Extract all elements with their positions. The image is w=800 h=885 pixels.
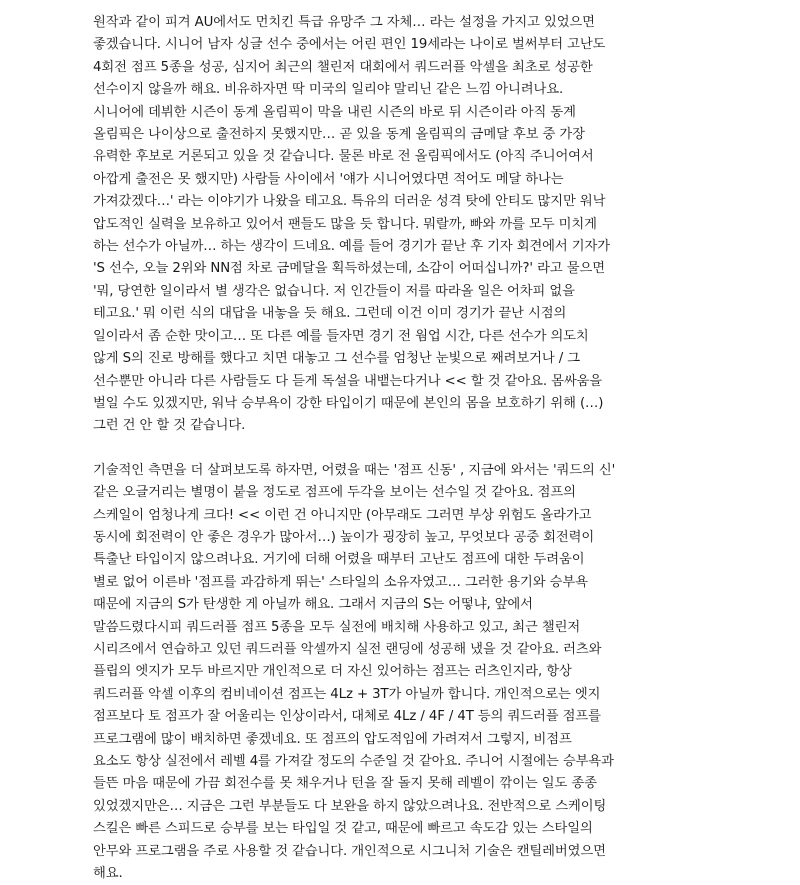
- text-line: 프로그램에 많이 배치하면 좋겠네요. 또 점프의 압도적임에 가려져서 그렇지, 비점프: [93, 731, 572, 747]
- text-line: 시리즈에서 연습하고 있던 쿼드러플 악셀까지 실전 랜딩에 성공해 냈을 것 같아요. 러츠와: [93, 641, 602, 657]
- text-line: 4회전 점프 5종을 성공, 심지어 최근의 챌린저 대회에서 쿼드러플 악셀을 최초로 성공한: [93, 59, 593, 75]
- text-line: 있었겠지만은… 지금은 그런 부분들도 다 보완을 하지 않았으려나요. 전반적으로 스케이팅: [93, 798, 607, 814]
- text-line: 원작과 같이 피겨 AU에서도 먼치킨 특급 유망주 그 자체… 라는 설정을 가지고 있었으면: [93, 15, 595, 30]
- text-line: 별로 없어 이른바 '점프를 과감하게 뛰는' 스타일의 소유자였고… 그러한 용기와 승부욕: [93, 574, 588, 590]
- paragraph-technical: [93, 460, 723, 885]
- text-line: 그런 건 안 할 것 같습니다.: [93, 418, 246, 434]
- text-line: 유력한 후보로 거론되고 있을 것 같습니다. 물론 바로 전 올림픽에서도 (아직 주니어여서: [93, 149, 594, 165]
- text-line: 안무와 프로그램을 주로 사용할 것 같습니다. 개인적으로 시그니처 기술은 캔틸레버였으면: [93, 843, 606, 859]
- text-line: 선수뿐만 아니라 다른 사람들도 다 듣게 독설을 내뱉는다거나 << 할 것 같아요. 몸싸움을: [93, 373, 603, 389]
- text-line: 특출난 타입이지 않으려나요. 거기에 더해 어렸을 때부터 고난도 점프에 대한 두려움이: [93, 552, 585, 568]
- text-line: 아깝게 출전은 못 했지만) 사람들 사이에서 '얘가 시니어였다면 적어도 메달 하나는: [93, 171, 564, 187]
- text-line: 스킬은 빠른 스피드로 승부를 보는 타입일 것 같고, 때문에 빠르고 속도감 있는 스타일의: [93, 821, 593, 837]
- text-line: 하는 선수가 아닐까… 하는 생각이 드네요. 예를 들어 경기가 끝난 후 기자 회견에서 기자가: [93, 239, 611, 255]
- text-line: 기술적인 측면을 더 살펴보도록 하자면, 어렸을 때는 '점프 신동' , 지금에 와서는 '쿼드의 신': [93, 462, 616, 478]
- text-line: '뭐, 당연한 일이라서 별 생각은 없습니다. 저 인간들이 저를 따라올 일은 어차피 없을: [93, 283, 575, 299]
- text-line: 플립의 엣지가 모두 바르지만 개인적으로 더 자신 있어하는 점프는 러츠인지라, 항상: [93, 664, 572, 680]
- text-line: 요소도 항상 실전에서 레벨 4를 가져갈 정도의 수준일 것 같아요. 주니어 시절에는 승부욕과: [93, 754, 614, 769]
- text-line: 시니어에 데뷔한 시즌이 동계 올림픽이 막을 내린 시즌의 바로 뒤 시즌이라 아직 동계: [93, 104, 576, 120]
- text-line: 선수이지 않을까 해요. 비유하자면 딱 미국의 일리야 말리닌 같은 느낌 아니려나요.: [93, 82, 564, 98]
- text-line: 가져갔겠다…' 라는 이야기가 나왔을 테고요. 특유의 더러운 성격 탓에 안티도 많지만 워낙: [93, 194, 606, 210]
- text-line: 들뜬 마음 때문에 가끔 회전수를 못 채우거나 턴을 잘 돌지 못해 레벨이 깎이는 일도 종종: [93, 776, 597, 792]
- paragraph-gap: [93, 438, 723, 460]
- text-line: 같은 오글거리는 별명이 붙을 정도로 점프에 두각을 보이는 선수일 것 같아요. 점프의: [93, 485, 576, 501]
- text-line: 일이라서 좀 순한 맛이고… 또 다른 예를 들자면 경기 전 웜업 시간, 다른 선수가 의도치: [93, 328, 589, 344]
- text-line: 올림픽은 나이상으로 출전하지 못했지만… 곧 있을 동계 올림픽의 금메달 후보 중 가장: [93, 127, 585, 143]
- text-line: 않게 S의 진로 방해를 했다고 치면 대놓고 그 선수를 엄청난 눈빛으로 째려보거나 / 그: [93, 351, 580, 367]
- text-line: 해요.: [93, 866, 123, 882]
- text-line: 말씀드렸다시피 쿼드러플 점프 5종을 모두 실전에 배치해 사용하고 있고, 최근 챌린저: [93, 619, 581, 635]
- text-line: 동시에 회전력이 안 좋은 경우가 많아서…) 높이가 굉장히 높고, 무엇보다 공중 회전력이: [93, 529, 595, 545]
- text-line: 스케일이 엄청나게 크다! << 이런 건 아니지만 (아무래도 그러면 부상 위험도 올라가고: [93, 507, 592, 523]
- text-line: 점프보다 토 점프가 잘 어울리는 인상이라서, 대체로 4Lz / 4F / 4T 등의 쿼드러플 점프를: [93, 709, 601, 725]
- text-line: 벌일 수도 있겠지만, 워낙 승부욕이 강한 타입이기 때문에 본인의 몸을 보호하기 위해 (…): [93, 395, 604, 411]
- text-line: 때문에 지금의 S가 탄생한 게 아닐까 해요. 그래서 지금의 S는 어떻냐, 앞에서: [93, 597, 533, 613]
- text-line: 테고요.' 뭐 이런 식의 대답을 내놓을 듯 해요. 그런데 이건 이미 경기가 끝난 시점의: [93, 306, 567, 322]
- paragraph-intro: [93, 12, 723, 438]
- text-line: 좋겠습니다. 시니어 남자 싱글 선수 중에서는 어린 편인 19세라는 나이로 벌써부터 고난도: [93, 37, 606, 53]
- text-line: 'S 선수, 오늘 2위와 NN점 차로 금메달을 획득하셨는데, 소감이 어떠십니까?' 라고 물으면: [93, 261, 605, 277]
- text-line: 압도적인 실력을 보유하고 있어서 팬들도 많을 듯 합니다. 뭐랄까, 빠와 까를 모두 미치게: [93, 216, 597, 232]
- text-line: 쿼드러플 악셀 이후의 컴비네이션 점프는 4Lz + 3T가 아닐까 합니다. 개인적으로는 엣지: [93, 686, 601, 702]
- document-page: [93, 12, 723, 885]
